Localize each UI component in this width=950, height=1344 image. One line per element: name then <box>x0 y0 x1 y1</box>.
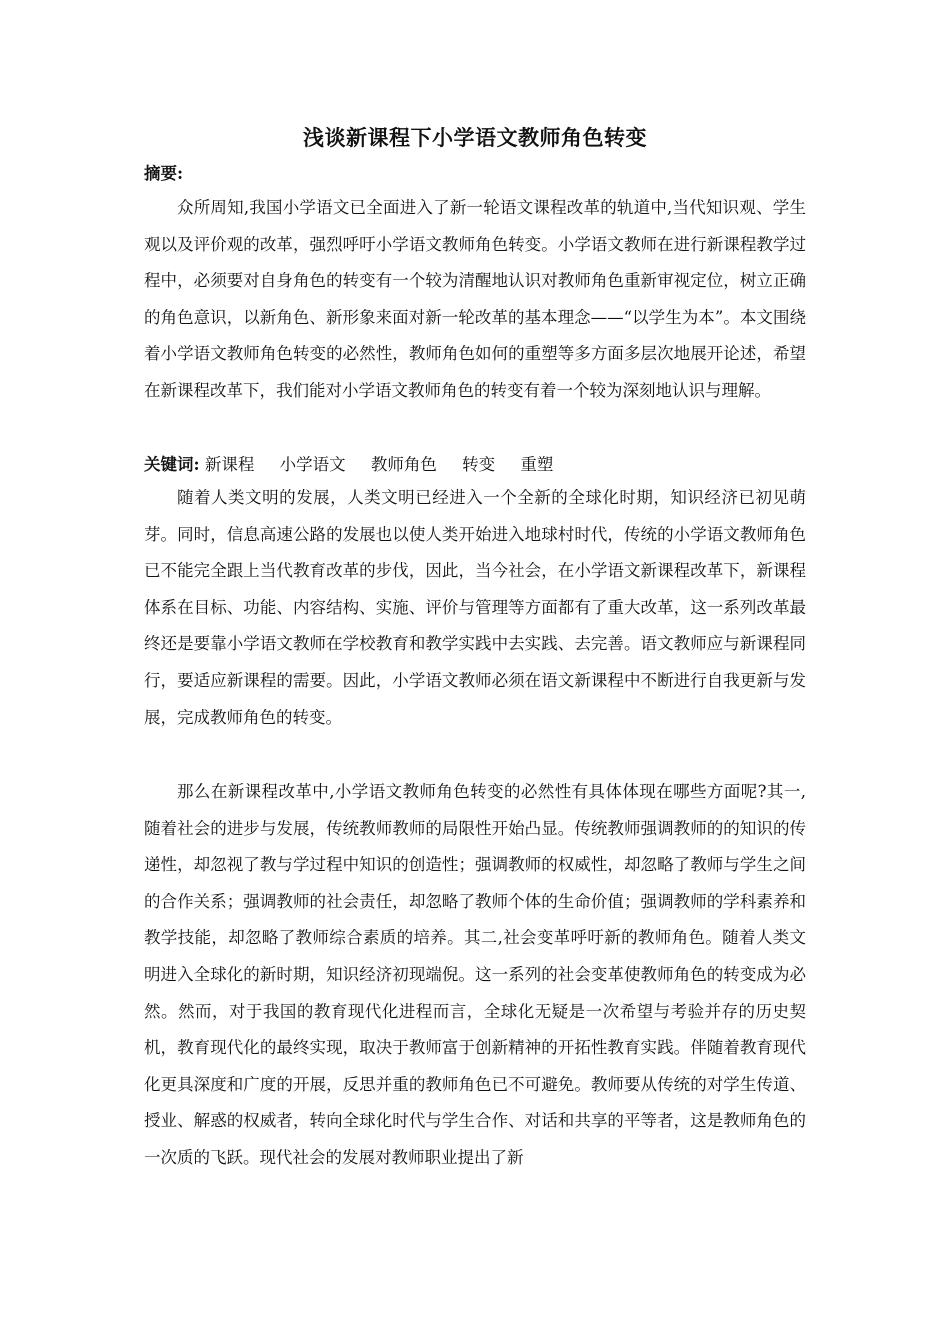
body-paragraph: 那么在新课程改革中,小学语文教师角色转变的必然性有具体体现在哪些方面呢?其一,随着社会的进步与发展，传统教师教师的局限性开始凸显。传统教师强调教师的的知识的传递性，却忽视了教与学过程中知识的创造性；强调教师的权威性，却忽略了教师与学生之间的合作关系；强调教师的社会责任，却忽略了教师个体的生命价值；强调教师的学科素养和教学技能，却忽略了教师综合素质的培养。其二,社会变革呼吁新的教师角色。随着人类文明进入全球化的新时期，知识经济初现端倪。这一系列的社会变革使教师角色的转变成为必然。然而，对于我国的教育现代化进程而言，全球化无疑是一次希望与考验并存的历史契机，教育现代化的最终实现，取决于教师富于创新精神的开拓性教育实践。伴随着教育现代化更具深度和广度的开展，反思并重的教师角色已不可避免。教师要从传统的对学生传道、授业、解惑的权威者，转向全球化时代与学生合作、对话和共享的平等者，这是教师角色的一次质的飞跃。现代社会的发展对教师职业提出了新 <box>144 782 806 1167</box>
keyword-item: 重塑 <box>520 455 554 474</box>
abstract-label: 摘要: <box>144 164 184 183</box>
keyword-item: 转变 <box>462 455 496 474</box>
keywords-label: 关键词: <box>144 455 200 474</box>
keyword-item: 新课程 <box>204 455 255 474</box>
keyword-item: 小学语文 <box>279 455 346 474</box>
document-title: 浅谈新课程下小学语文教师角色转变 <box>303 125 647 150</box>
keywords-line <box>144 452 573 478</box>
abstract-paragraph: 众所周知,我国小学语文已全面进入了新一轮语文课程改革的轨道中,当代知识观、学生观以及评价观的改革，强烈呼吁小学语文教师角色转变。小学语文教师在进行新课程教学过程中，必须要对自身角色的转变有一个较为清醒地认识对教师角色重新审视定位，树立正确的角色意识，以新角色、新形象来面对新一轮改革的基本理念——“以学生为本”。本文围绕着小学语文教师角色转变的必然性，教师角色如何的重塑等多方面多层次地展开论述，希望在新课程改革下，我们能对小学语文教师角色的转变有着一个较为深刻地认识与理解。 <box>144 198 806 400</box>
keyword-item: 教师角色 <box>370 455 437 474</box>
body-paragraph: 随着人类文明的发展，人类文明已经进入一个全新的全球化时期，知识经济已初见萌芽。同时，信息高速公路的发展也以使人类开始进入地球村时代，传统的小学语文教师角色已不能完全跟上当代教育改革的步伐，因此，当今社会，在小学语文新课程改革下，新课程体系在目标、功能、内容结构、实施、评价与管理等方面都有了重大改革，这一系列改革最终还是要靠小学语文教师在学校教育和教学实践中去实践、去完善。语文教师应与新课程同行，要适应新课程的需要。因此，小学语文教师必须在语文新课程中不断进行自我更新与发展，完成教师角色的转变。 <box>144 488 806 727</box>
